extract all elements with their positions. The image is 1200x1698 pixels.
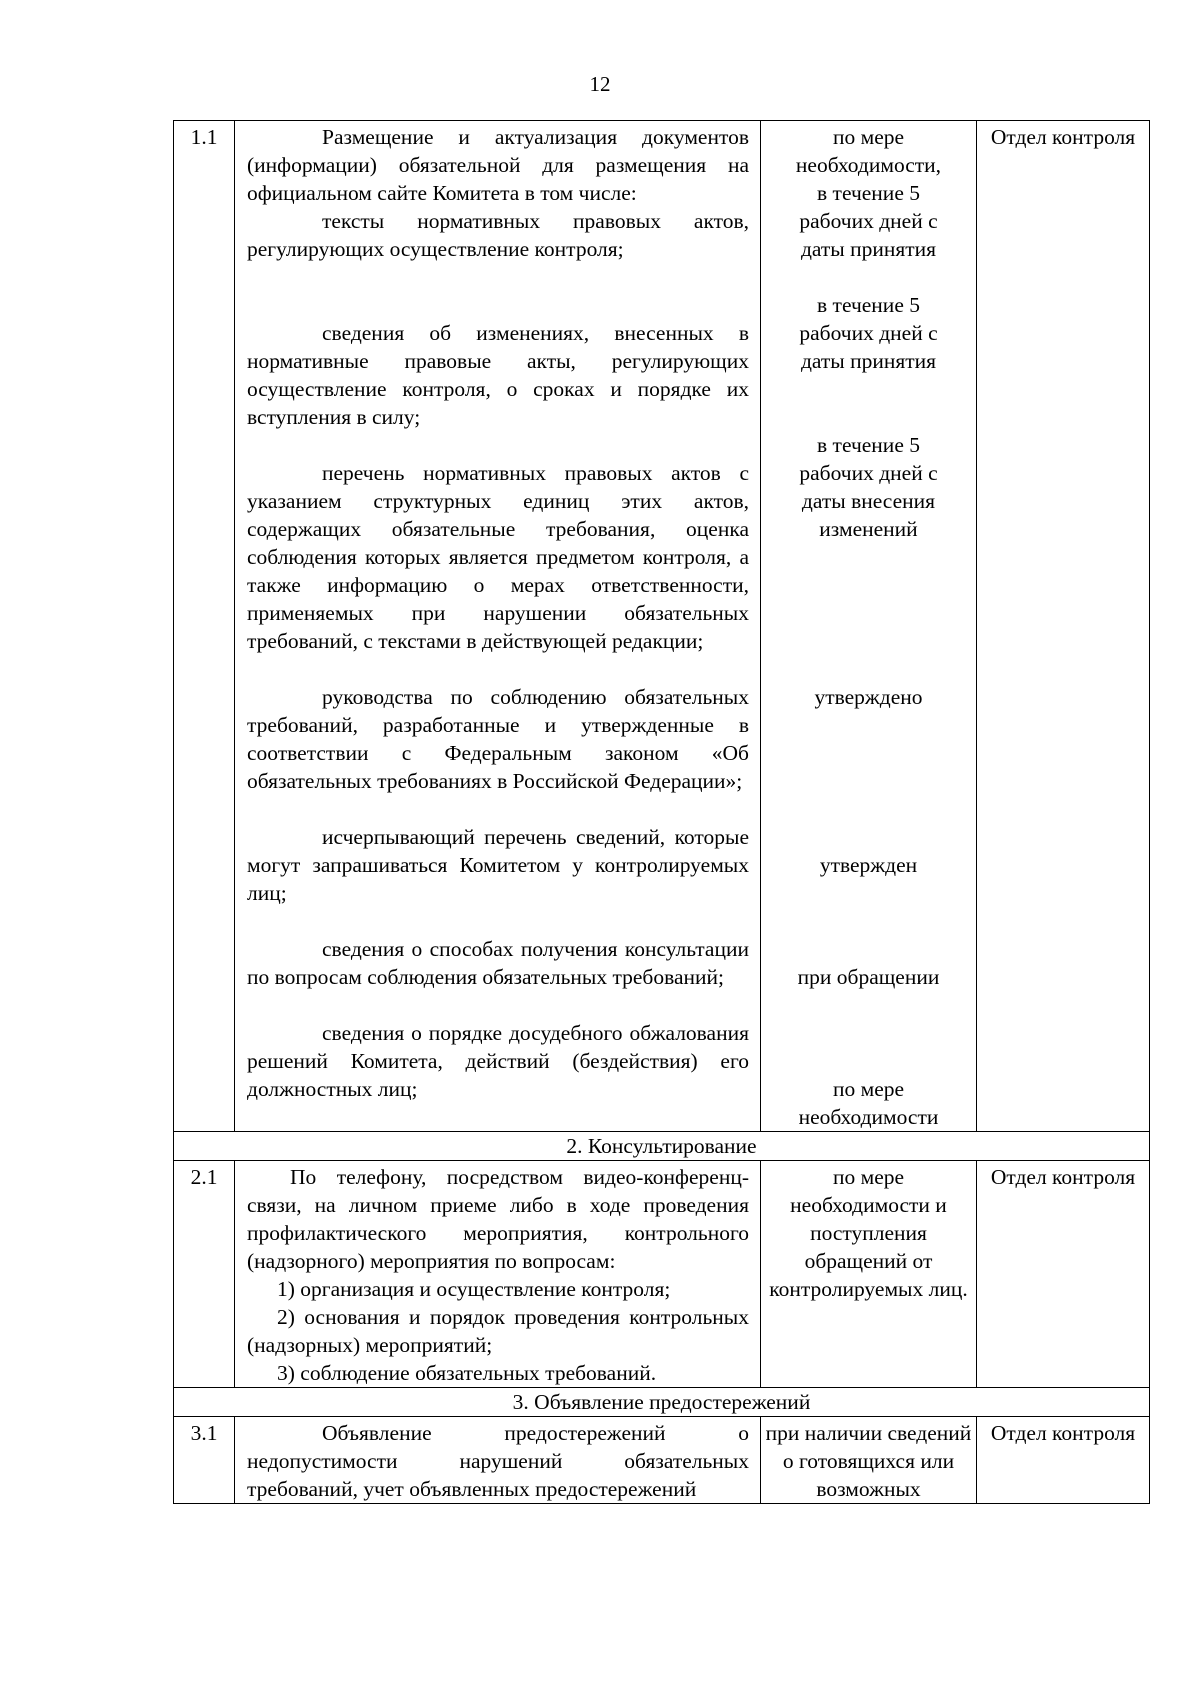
list-item: 3) соблюдение обязательных требований. [277,1361,657,1385]
page-number: 12 [589,72,611,96]
list-item: сведения о способах получения консультации по вопросам соблюдения обязательных требований; [247,937,749,989]
measure-text: Объявление предостережений о недопустимости нарушений обязательных требований, учет объявленных предостережений [247,1421,749,1501]
deadline-text: в течение 5 рабочих дней с даты принятия [799,181,938,261]
list-item: сведения о порядке досудебного обжалования решений Комитета, действий (бездействия) его должностных лиц; [247,1021,749,1101]
measure-description [235,1161,761,1388]
table-row [174,1417,1150,1504]
section-header-row [174,1388,1150,1417]
list-item: исчерпывающий перечень сведений, которые могут запрашиваться Комитетом у контролируемых лиц; [247,825,749,905]
list-item: руководства по соблюдению обязательных требований, разработанные и утвержденные в соответствии с Федеральным законом «Об обязательных требованиях в Российской Федерации»; [247,685,749,793]
deadline-text: при обращении [797,965,940,989]
table-row [174,1161,1150,1388]
section-title: 3. Объявление предостережений [174,1388,1150,1417]
deadline-text: по мере необходимости [798,1077,939,1129]
deadline-text: утверждено [814,685,923,709]
list-item: сведения об изменениях, внесенных в нормативные правовые акты, регулирующих осуществление контроля, о сроках и порядке их вступления в силу; [247,321,749,429]
measures-table [173,120,1150,1504]
responsible-unit: Отдел контроля [977,121,1150,1132]
list-item: перечень нормативных правовых актов с указанием структурных единиц этих актов, содержащих обязательные требования, оценка соблюдения которых является предметом контроля, а также информацию о мерах ответственности, применяемых при нарушении обязательных требований, с текстами в действующей редакции; [247,461,749,653]
deadline-text: по мере необходимости, [795,125,942,177]
list-item: тексты нормативных правовых актов, регулирующих осуществление контроля; [247,209,749,261]
table-row [174,121,1150,1132]
row-number: 3.1 [174,1417,235,1504]
measure-intro: Размещение и актуализация документов (информации) обязательной для размещения на официальном сайте Комитета в том числе: [247,125,749,205]
list-item: 2) основания и порядок проведения контрольных (надзорных) мероприятий; [247,1305,749,1357]
section-header-row [174,1132,1150,1161]
responsible-unit: Отдел контроля [977,1161,1150,1388]
measure-description [235,121,761,1132]
deadline-text: утвержден [819,853,918,877]
section-title: 2. Консультирование [174,1132,1150,1161]
list-item: 1) организация и осуществление контроля; [277,1277,671,1301]
row-number: 1.1 [174,121,235,1132]
measure-intro: По телефону, посредством видео-конференц-связи, на личном приеме либо в ходе проведения профилактического мероприятия, контрольного (надзорного) мероприятия по вопросам: [247,1165,749,1273]
measure-description [235,1417,761,1504]
measure-deadline [761,121,977,1132]
measure-deadline: по мере необходимости и поступления обращений от контролируемых лиц. [761,1161,977,1388]
deadline-text: в течение 5 рабочих дней с даты внесения изменений [799,433,938,541]
responsible-unit: Отдел контроля [977,1417,1150,1504]
deadline-text: в течение 5 рабочих дней с даты принятия [799,293,938,373]
row-number: 2.1 [174,1161,235,1388]
measure-deadline: при наличии сведений о готовящихся или возможных [761,1417,977,1504]
